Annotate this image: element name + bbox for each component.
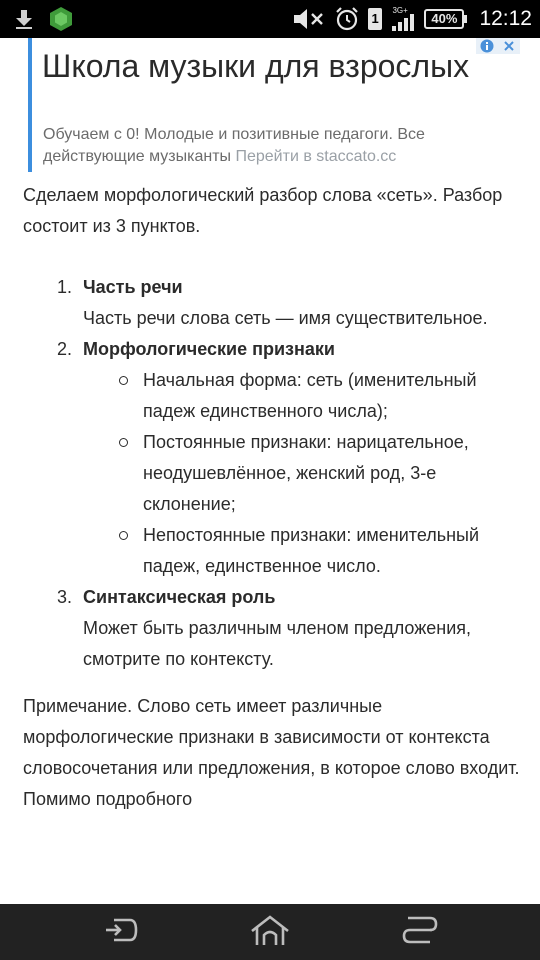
list-item-heading: Синтаксическая роль — [83, 587, 276, 607]
article-note: Примечание. Слово сеть имеет различные морфологические признаки в зависимости от контекста словосочетания или предложения, в которое слово входит. Помимо подробного — [23, 696, 520, 809]
bullet-text: Начальная форма: сеть (именительный падеж единственного числа); — [143, 370, 477, 421]
back-icon — [102, 916, 138, 949]
home-icon — [248, 913, 292, 952]
ad-banner[interactable] — [28, 38, 540, 176]
mute-icon — [292, 7, 326, 31]
bullet-item — [83, 427, 523, 520]
status-bar — [0, 0, 540, 38]
article-intro: Сделаем морфологический разбор слова «сеть». Разбор состоит из 3 пунктов. — [23, 185, 503, 236]
bullet-icon — [119, 531, 128, 540]
home-button[interactable] — [240, 912, 300, 952]
ad-title[interactable]: Школа музыки для взрослых — [42, 48, 470, 84]
list-item-number: 2. — [57, 339, 73, 359]
signal-icon — [390, 6, 416, 32]
bullet-icon — [119, 376, 128, 385]
list-item-number: 1. — [57, 277, 73, 297]
battery-tip — [464, 15, 467, 23]
ad-controls — [476, 38, 520, 54]
network-type-label: 3G+ — [392, 6, 408, 15]
bullet-icon — [119, 438, 128, 447]
ad-link[interactable]: Перейти в staccato.cc — [235, 148, 397, 165]
ad-close-icon[interactable] — [498, 38, 520, 54]
list-item-number: 3. — [57, 587, 73, 607]
article-content — [23, 180, 523, 815]
ad-accent-bar — [28, 38, 32, 172]
ad-description — [43, 124, 513, 168]
battery-icon — [424, 9, 467, 29]
bullet-item — [83, 520, 523, 582]
recent-apps-button[interactable] — [390, 912, 450, 952]
status-bar-left — [12, 4, 74, 34]
download-icon — [12, 7, 36, 31]
bullet-text: Непостоянные признаки: именительный падеж, единственное число. — [143, 525, 480, 576]
alarm-icon — [334, 6, 360, 32]
ad-info-icon[interactable] — [476, 38, 498, 54]
features-list — [83, 365, 523, 582]
list-item-heading: Часть речи — [83, 277, 183, 297]
recent-apps-icon — [400, 916, 440, 949]
ad-description-text: Обучаем с 0! Молодые и позитивные педагоги. Все действующие музыканты — [43, 126, 425, 165]
list-item — [23, 334, 523, 582]
list-item-heading: Морфологические признаки — [83, 339, 335, 359]
navigation-bar — [0, 904, 540, 960]
sim-icon — [368, 8, 382, 30]
list-item-text: Может быть различным членом предложения, смотрите по контексту. — [83, 618, 472, 669]
app-icon — [48, 6, 74, 32]
battery-level: 40% — [424, 9, 464, 29]
bullet-text: Постоянные признаки: нарицательное, неодушевлённое, женский род, 3-е склонение; — [143, 432, 469, 514]
bullet-item — [83, 365, 523, 427]
list-item — [23, 272, 523, 334]
clock: 12:12 — [479, 7, 532, 30]
list-item-text: Часть речи слова сеть — имя существительное. — [83, 308, 488, 328]
analysis-list — [23, 272, 523, 675]
sim-slot-label: 1 — [371, 11, 379, 26]
list-item — [23, 582, 523, 675]
status-bar-right — [292, 4, 532, 34]
back-button[interactable] — [90, 912, 150, 952]
